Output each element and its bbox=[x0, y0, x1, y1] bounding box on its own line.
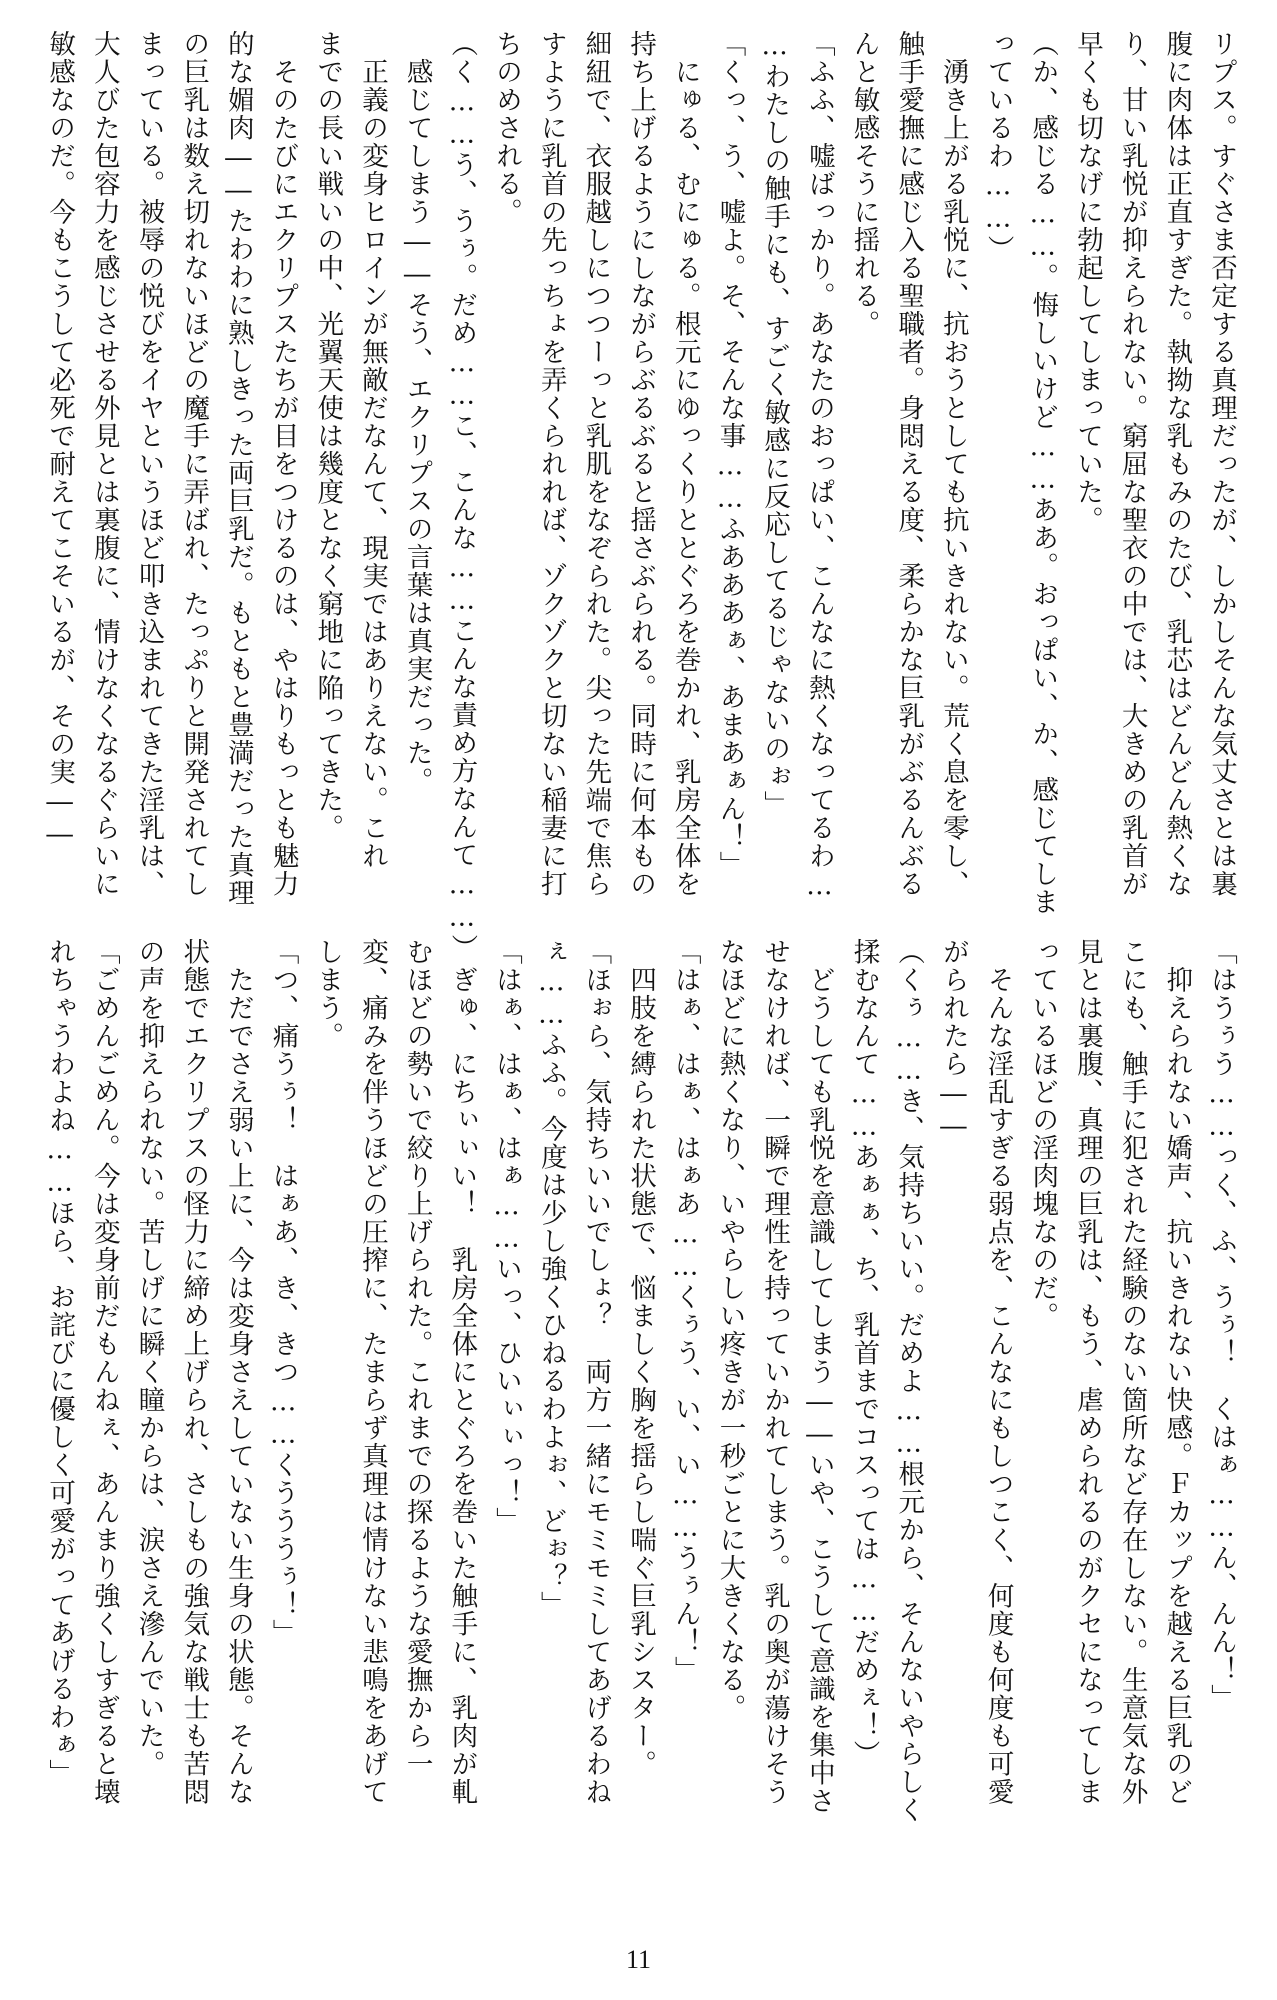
text-column: の声を抑えられない。苦しげに瞬く瞳からは、涙さえ滲んでいた。 bbox=[133, 938, 165, 1778]
text-column: にゅる、むにゅる。根元にゆっくりととぐろを巻かれ、乳房全体を bbox=[669, 30, 701, 898]
text-column: すように乳首の先っちょを弄くられれば、ゾクゾクと切ない稲妻に打 bbox=[535, 30, 567, 898]
text-column: 「はうぅう……っく、ふ、うぅ！ くはぁ……ん、んん！」 bbox=[1206, 938, 1237, 1712]
text-column: なほどに熱くなり、いやらしい疼きが一秒ごとに大きくなる。 bbox=[714, 938, 746, 1722]
text-column: …わたしの触手にも、すごく敏感に反応してるじゃないのぉ」 bbox=[759, 30, 791, 819]
text-column: 「くっ、う、嘘よ。そ、そんな事……ふあああぁ、あまあぁん！」 bbox=[714, 30, 746, 879]
text-column: どうしても乳悦を意識してしまう――いや、こうして意識を集中さ bbox=[803, 938, 835, 1815]
text-column: 腹に肉体は正直すぎた。執拗な乳もみのたび、乳芯はどんどん熱くな bbox=[1161, 30, 1193, 898]
text-column: 湧き上がる乳悦に、抗おうとしても抗いきれない。荒く息を零し、 bbox=[937, 30, 969, 898]
text-column: がられたら―― bbox=[937, 938, 969, 1143]
text-column: 触手愛撫に感じ入る聖職者。身悶える度、柔らかな巨乳がぶるんぶる bbox=[893, 30, 925, 898]
text-column: れちゃうわよね……ほら、お詫びに優しく可愛がってあげるわぁ」 bbox=[44, 938, 76, 1787]
text-column: 大人びた包容力を感じさせる外見とは裏腹に、情けなくなるぐらいに bbox=[88, 30, 120, 898]
text-column: 正義の変身ヒロインが無敵だなんて、現実ではありえない。これ bbox=[356, 30, 388, 870]
text-column: 「ごめんごめん。今は変身前だもんねぇ、あんまり強くしすぎると壊 bbox=[88, 938, 120, 1806]
text-column: ぎゅ、にちぃぃい！ 乳房全体にとぐろを巻いた触手に、乳肉が軋 bbox=[446, 938, 478, 1806]
upper-text-block bbox=[35, 30, 1243, 962]
text-column: の巨乳は数え切れないほどの魔手に弄ばれ、たっぷりと開発されてし bbox=[178, 30, 210, 898]
text-column: ただでさえ弱い上に、今は変身さえしていない生身の状態。そんな bbox=[222, 938, 254, 1806]
text-column: こにも、触手に犯された経験のない箇所など存在しない。生意気な外 bbox=[1116, 938, 1148, 1806]
text-column: 早くも切なげに勃起してしまっていた。 bbox=[1071, 30, 1103, 534]
text-column: までの長い戦いの中、光翼天使は幾度となく窮地に陥ってきた。 bbox=[312, 30, 344, 842]
text-column: 的な媚肉――たわわに熟しきった両巨乳だ。もともと豊満だった真理 bbox=[222, 30, 254, 907]
text-column: 四肢を縛られた状態で、悩ましく胸を揺らし喘ぐ巨乳シスター。 bbox=[625, 938, 657, 1778]
text-column: 変、痛みを伴うほどの圧搾に、たまらず真理は情けない悲鳴をあげて bbox=[356, 938, 388, 1806]
text-column: 持ち上げるようにしながらぶるぶると揺さぶられる。同時に何本もの bbox=[625, 30, 657, 898]
text-column: そんな淫乱すぎる弱点を、こんなにもしつこく、何度も何度も可愛 bbox=[982, 938, 1014, 1806]
text-column: （く……う、うぅ。だめ……こ、こんな……こんな責め方なんて……） bbox=[446, 30, 478, 962]
text-column: むほどの勢いで絞り上げられた。これまでの探るような愛撫から一 bbox=[401, 938, 433, 1778]
lower-text-block bbox=[35, 938, 1243, 1824]
text-column: ぇ……ふふ。今度は少し強くひねるわよぉ、どぉ？」 bbox=[535, 938, 567, 1619]
text-column: せなければ、一瞬で理性を持っていかれてしまう。乳の奥が蕩けそう bbox=[759, 938, 791, 1806]
text-column: 見とは裏腹、真理の巨乳は、もう、虐められるのがクセになってしま bbox=[1071, 938, 1103, 1806]
text-column: そのたびにエクリプスたちが目をつけるのは、やはりもっとも魅力 bbox=[267, 30, 299, 898]
text-column: っているほどの淫肉塊なのだ。 bbox=[1027, 938, 1059, 1330]
text-column: 「はぁ、はぁ、はぁあ……くぅう、い、い……うぅん！」 bbox=[669, 938, 701, 1684]
text-column: り、甘い乳悦が抑えられない。窮屈な聖衣の中では、大きめの乳首が bbox=[1116, 30, 1148, 898]
text-column: 敏感なのだ。今もこうして必死で耐えてこそいるが、その実―― bbox=[44, 30, 76, 851]
text-column: 感じてしまう――そう、エクリプスの言葉は真実だった。 bbox=[401, 30, 433, 795]
text-column: まっている。被辱の悦びをイヤというほど叩き込まれてきた淫乳は、 bbox=[133, 30, 165, 898]
text-column: 「つ、痛うぅ！ はぁあ、き、きつ……くうううぅ！」 bbox=[267, 938, 299, 1647]
text-column: んと敏感そうに揺れる。 bbox=[848, 30, 880, 338]
text-column: 揉むなんて……あぁぁ、ち、乳首までコスっては……だめぇ！） bbox=[848, 938, 880, 1768]
text-column: 「ほぉら、気持ちいいでしょ？ 両方一緒にモミモミしてあげるわね bbox=[580, 938, 612, 1806]
text-column: リプス。すぐさま否定する真理だったが、しかしそんな気丈さとは裏 bbox=[1206, 30, 1237, 898]
text-column: っているわ……） bbox=[982, 30, 1014, 263]
text-column: 抑えられない嬌声、抗いきれない快感。Ｆカップを越える巨乳のど bbox=[1161, 938, 1193, 1806]
text-column: 状態でエクリプスの怪力に締め上げられ、さしもの強気な戦士も苦悶 bbox=[178, 938, 210, 1806]
text-column: 「はぁ、はぁ、はぁ……いっ、ひいぃぃっ！」 bbox=[491, 938, 522, 1535]
page-number: 11 bbox=[625, 1945, 652, 1974]
text-column: 「ふふ、嘘ばっかり。あなたのおっぱい、こんなに熱くなってるわ… bbox=[803, 30, 835, 903]
text-column: 細紐で、衣服越しにつつーっと乳肌をなぞられた。尖った先端で焦ら bbox=[580, 30, 612, 898]
text-column: ちのめされる。 bbox=[491, 30, 522, 226]
text-column: （か、感じる……。悔しいけど……ああ。おっぱい、か、感じてしま bbox=[1027, 30, 1059, 916]
text-column: しまう。 bbox=[312, 938, 344, 1050]
text-column: （くぅ……き、気持ちいい。だめよ……根元から、そんないやらしく bbox=[893, 938, 925, 1824]
